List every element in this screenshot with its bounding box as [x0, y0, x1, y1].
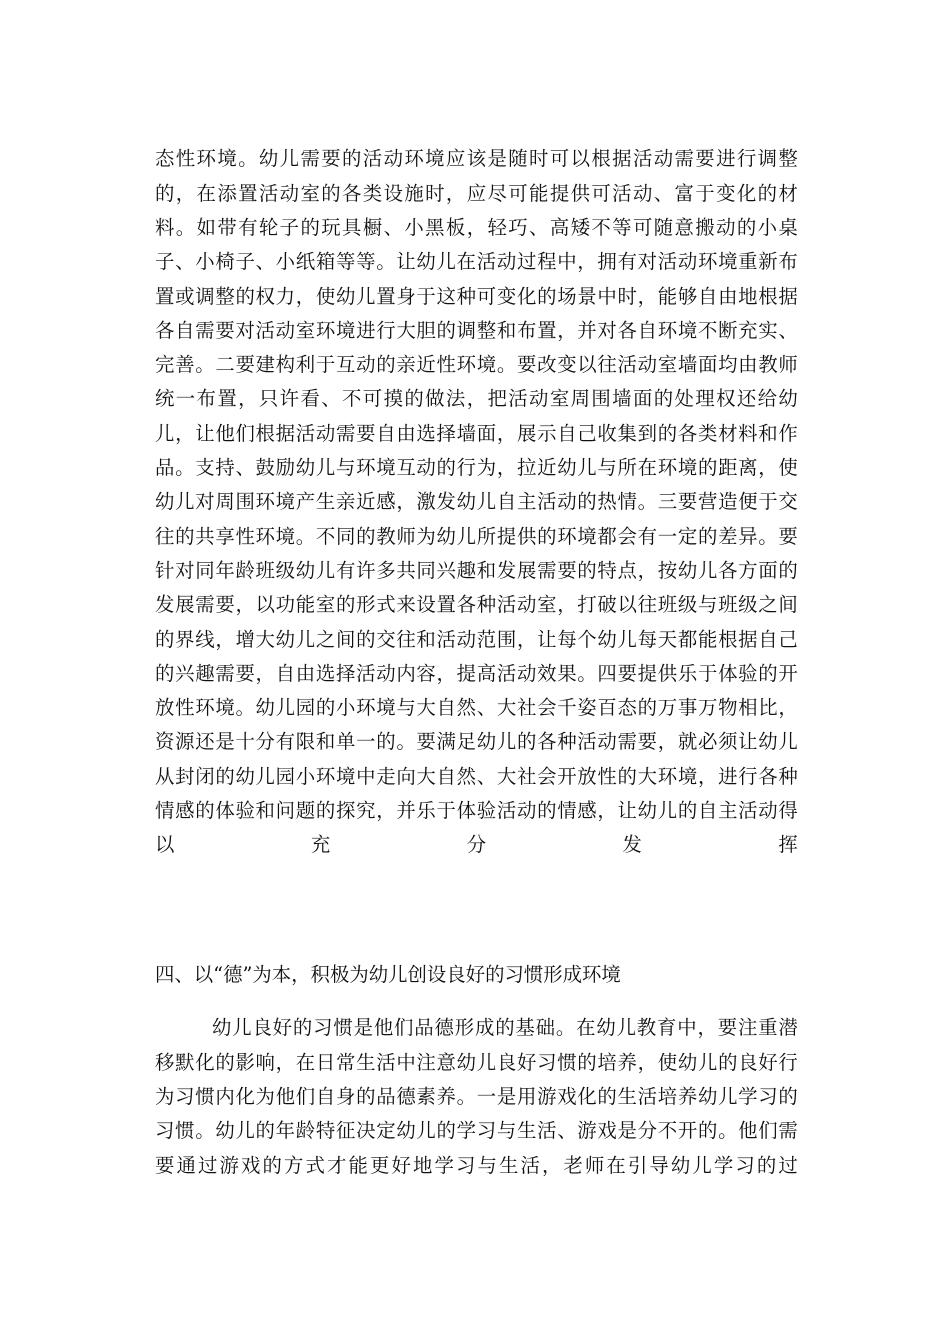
body-paragraph-habits: 幼儿良好的习惯是他们品德形成的基础。在幼儿教育中，要注重潜移默化的影响，在日常生活中注意幼儿良好习惯的培养，使幼儿的良好行为习惯内化为他们自身的品德素养。一是用游戏化的生活培养幼儿学习的习惯。幼儿的年龄特征决定幼儿的学习与生活、游戏是分不开的。他们需要通过游戏的方式才能更好地学习与生活，老师在引导幼儿学习的过: [155, 1016, 798, 1177]
body-paragraph-environment: 态性环境。幼儿需要的活动环境应该是随时可以根据活动需要进行调整的，在添置活动室的各类设施时，应尽可能提供可活动、富于变化的材料。如带有轮子的玩具橱、小黑板，轻巧、高矮不等可随意搬动的小桌子、小椅子、小纸箱等等。让幼儿在活动过程中，拥有对活动环境重新布置或调整的权力，使幼儿置身于这种可变化的场景中时，能够自由地根据各自需要对活动室环境进行大胆的调整和布置，并对各自环境不断充实、完善。二要建构利于互动的亲近性环境。要改变以往活动室墙面均由教师统一布置，只许看、不可摸的做法，把活动室周围墙面的处理权还给幼儿，让他们根据活动需要自由选择墙面，展示自己收集到的各类材料和作品。支持、鼓励幼儿与环境互动的行为，拉近幼儿与所在环境的距离，使幼儿对周围环境产生亲近感，激发幼儿自主活动的热情。三要营造便于交往的共享性环境。不同的教师为幼儿所提供的环境都会有一定的差异。要针对同年龄班级幼儿有许多共同兴趣和发展需要的特点，按幼儿各方面的发展需要，以功能室的形式来设置各种活动室，打破以往班级与班级之间的界线，增大幼儿之间的交往和活动范围，让每个幼儿每天都能根据自己的兴趣需要，自由选择活动内容，提高活动效果。四要提供乐于体验的开放性环境。幼儿园的小环境与大自然、大社会千姿百态的万事万物相比，资源还是十分有限和单一的。要满足幼儿的各种活动需要，就必须让幼儿从封闭的幼儿园小环境中走向大自然、大社会开放性的大环境，进行各种情感的体验和问题的探究，并乐于体验活动的情感，让幼儿的自主活动得以充分发挥: [155, 147, 798, 857]
section-heading: 四、以“德”为本，积极为幼儿创设良好的习惯形成环境: [155, 963, 621, 986]
